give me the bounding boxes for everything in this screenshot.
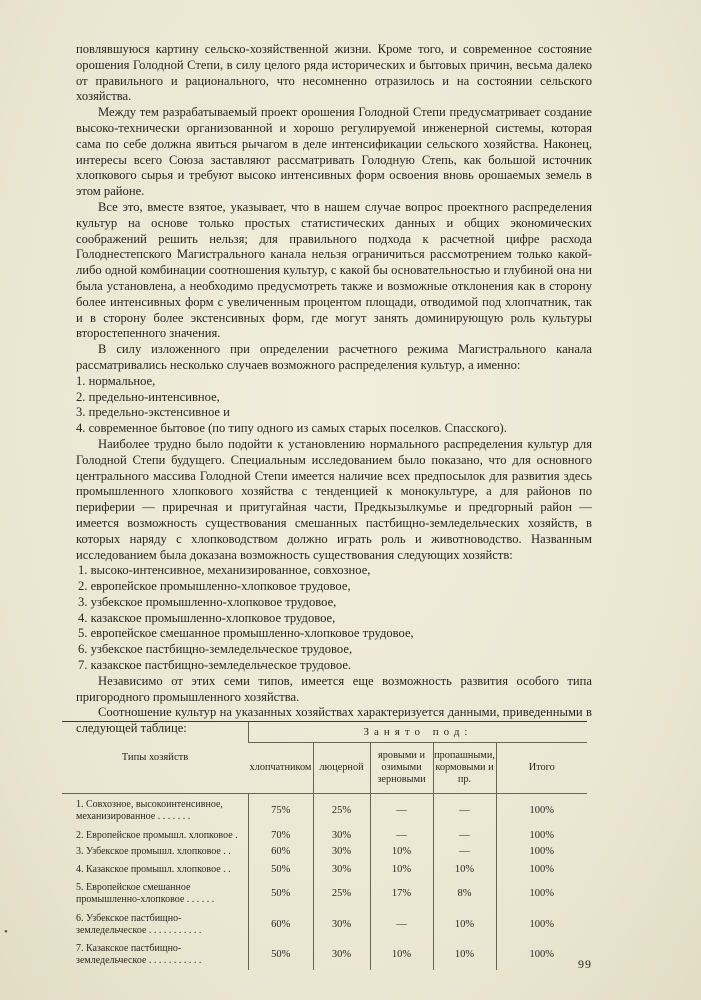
table-cell: 60% bbox=[249, 910, 314, 940]
table-row bbox=[62, 828, 587, 843]
table-row bbox=[62, 878, 587, 910]
paragraph: Соотношение культур на указанных хозяйствах характеризуется данными, приведенными в следующей таблице: bbox=[76, 705, 592, 736]
table-cell: 10% bbox=[433, 861, 496, 878]
farm-type-list bbox=[76, 563, 592, 674]
paragraph: В силу изложенного при определении расчетного режима Магистрального канала рассматривались несколько случаев возможного распределения культур, а именно: bbox=[76, 342, 592, 372]
table-row bbox=[62, 861, 587, 878]
row-label: 5. Европейское смешанное промышленно-хлопковое . . . . . . bbox=[76, 882, 215, 905]
row-label: 4. Казакское промышл. хлопковое . . bbox=[76, 863, 231, 875]
table-cell: 75% bbox=[249, 794, 314, 829]
table-row bbox=[62, 910, 587, 940]
table-cell: 10% bbox=[433, 940, 496, 970]
table-cell: 100% bbox=[496, 794, 587, 829]
table-cell: 100% bbox=[496, 910, 587, 940]
regime-list bbox=[76, 374, 592, 437]
table-cell: 50% bbox=[249, 878, 314, 910]
column-header: люцерной bbox=[313, 743, 370, 794]
table-cell: — bbox=[433, 843, 496, 861]
paragraph: Наиболее трудно было подойти к установлению нормального распределения культур для Голодной Степи будущего. Специальным исследованием было показано, что для основного центрального массива Голодной Степи имеется наличие всех предпосылок для развития здесь промышленного хлопкового хозяйства с тенденцией к монокультуре, а для районов по периферии — приречная и притугайная части, Предкызылкумье и предгорный район — имеется возможность существования смешанных пастбищно-земледельческих хозяйств, в которых наряду с хлопководством должно играть роль и животноводство. Названным исследованием была доказана возможность существования следующих хозяйств: bbox=[76, 436, 592, 562]
row-label: 3. Узбекское промышл. хлопковое . . bbox=[76, 846, 231, 857]
table-cell: 30% bbox=[313, 861, 370, 878]
table-cell: — bbox=[370, 828, 433, 843]
table-row bbox=[62, 794, 587, 829]
table-cell: 100% bbox=[496, 861, 587, 878]
table-cell: 17% bbox=[370, 878, 433, 910]
crop-ratio-table bbox=[62, 721, 587, 970]
paragraph: Независимо от этих семи типов, имеется еще возможность развития особого типа пригородного промышленного хозяйства. bbox=[76, 673, 592, 704]
table-cell: 30% bbox=[313, 843, 370, 861]
column-header: пропашными, кормовыми и пр. bbox=[433, 743, 496, 794]
table-cell: — bbox=[370, 794, 433, 829]
table-cell: 10% bbox=[370, 861, 433, 878]
list-item: 1. высоко-интенсивное, механизированное, совхозное, bbox=[78, 563, 371, 578]
list-item: 7. казакское пастбищно-земледельческое трудовое. bbox=[78, 658, 352, 673]
table-cell: 10% bbox=[370, 940, 433, 970]
list-item: 6. узбекское пастбищно-земледельческое трудовое, bbox=[78, 642, 353, 657]
page-number: 99 bbox=[578, 957, 592, 971]
list-item: 2. предельно-интенсивное, bbox=[76, 389, 220, 404]
table-header-type: Типы хозяйств bbox=[62, 722, 249, 794]
table-row bbox=[62, 940, 587, 970]
table-cell: 100% bbox=[496, 828, 587, 843]
table-row bbox=[62, 843, 587, 861]
table-cell: 50% bbox=[249, 940, 314, 970]
table-cell: 60% bbox=[249, 843, 314, 861]
list-item: 1. нормальное, bbox=[76, 373, 156, 388]
table-cell: 30% bbox=[313, 828, 370, 843]
table-cell: 30% bbox=[313, 910, 370, 940]
paragraph: повлявшуюся картину сельско-хозяйственной жизни. Кроме того, и современное состояние орошения Голодной Степи, в силу целого ряда исторических и бытовых причин, весьма далеко от правильного и рационального, что несомненно отразилось и на состоянии сельского хозяйства. bbox=[76, 42, 592, 104]
table-cell: — bbox=[433, 794, 496, 829]
table-cell: 70% bbox=[249, 828, 314, 843]
table-cell: — bbox=[370, 910, 433, 940]
table-cell: 10% bbox=[370, 843, 433, 861]
row-label: 6. Узбекское пастбищно-земледельческое . . . . . . . . . . . bbox=[76, 913, 202, 936]
table-header-group: Занято под: bbox=[249, 722, 588, 743]
paragraph: Все это, вместе взятое, указывает, что в нашем случае вопрос проектного распределения культур на основе только простых статистических данных и общих экономических соображений решить нельзя; для правильного подхода к расчетной цифре расхода Голоднестепского Магистрального канала нельзя ограничиться рассмотрением только какой-либо одной комбинации соотношения культур, с какой бы основательностью и глубиной она ни была установлена, а необходимо предусмотреть также и возможные отклонения как в сторону более интенсивных форм с увеличенным процентом площади, отводимой под хлопчатник, так и в сторону более экстенсивных форм, где могут занять доминирующую роль культуры второстепенного значения. bbox=[76, 199, 592, 341]
table-cell: 30% bbox=[313, 940, 370, 970]
list-item: 3. предельно-экстенсивное и bbox=[76, 405, 230, 420]
table-cell: 8% bbox=[433, 878, 496, 910]
column-header: Итого bbox=[496, 743, 587, 794]
list-item: 2. европейское промышленно-хлопковое трудовое, bbox=[78, 579, 351, 594]
table-cell: 25% bbox=[313, 794, 370, 829]
table-cell: 100% bbox=[496, 843, 587, 861]
list-item: 4. казакское промышленно-хлопковое трудовое, bbox=[78, 610, 336, 625]
column-header: хлопчатником bbox=[249, 743, 314, 794]
body-text bbox=[76, 42, 592, 737]
row-label: 1. Совхозное, высокоинтенсивное, механизированное . . . . . . . bbox=[62, 794, 249, 829]
margin-mark: • bbox=[4, 926, 8, 938]
row-label: 7. Казакское пастбищно-земледельческое . . . . . . . . . . . bbox=[76, 943, 202, 966]
table-cell: 100% bbox=[496, 878, 587, 910]
list-item: 5. европейское смешанное промышленно-хлопковое трудовое, bbox=[78, 626, 414, 641]
row-label: 2. Европейское промышл. хлопковое . bbox=[76, 829, 238, 841]
table-cell: — bbox=[433, 828, 496, 843]
paragraph: Между тем разрабатываемый проект орошения Голодной Степи предусматривает создание высоко-технически организованной и хорошо регулируемой инженерной системы, которая сама по себе должна явиться рычагом в деле интенсификации сельского хозяйства. Наконец, интересы всего Союза заставляют рассматривать Голодную Степь, как большой источник хлопкового сырья и требуют высоко интенсивных форм освоения вновь орошаемых земель в этом районе. bbox=[76, 105, 592, 199]
table-cell: 50% bbox=[249, 861, 314, 878]
list-item: 3. узбекское промышленно-хлопковое трудовое, bbox=[78, 594, 337, 609]
table-cell: 100% bbox=[496, 940, 587, 970]
table-cell: 25% bbox=[313, 878, 370, 910]
list-item: 4. современное бытовое (по типу одного из самых старых поселков. Спасского). bbox=[76, 421, 507, 436]
table-cell: 10% bbox=[433, 910, 496, 940]
column-header: яровыми и озимыми зерновыми bbox=[370, 743, 433, 794]
